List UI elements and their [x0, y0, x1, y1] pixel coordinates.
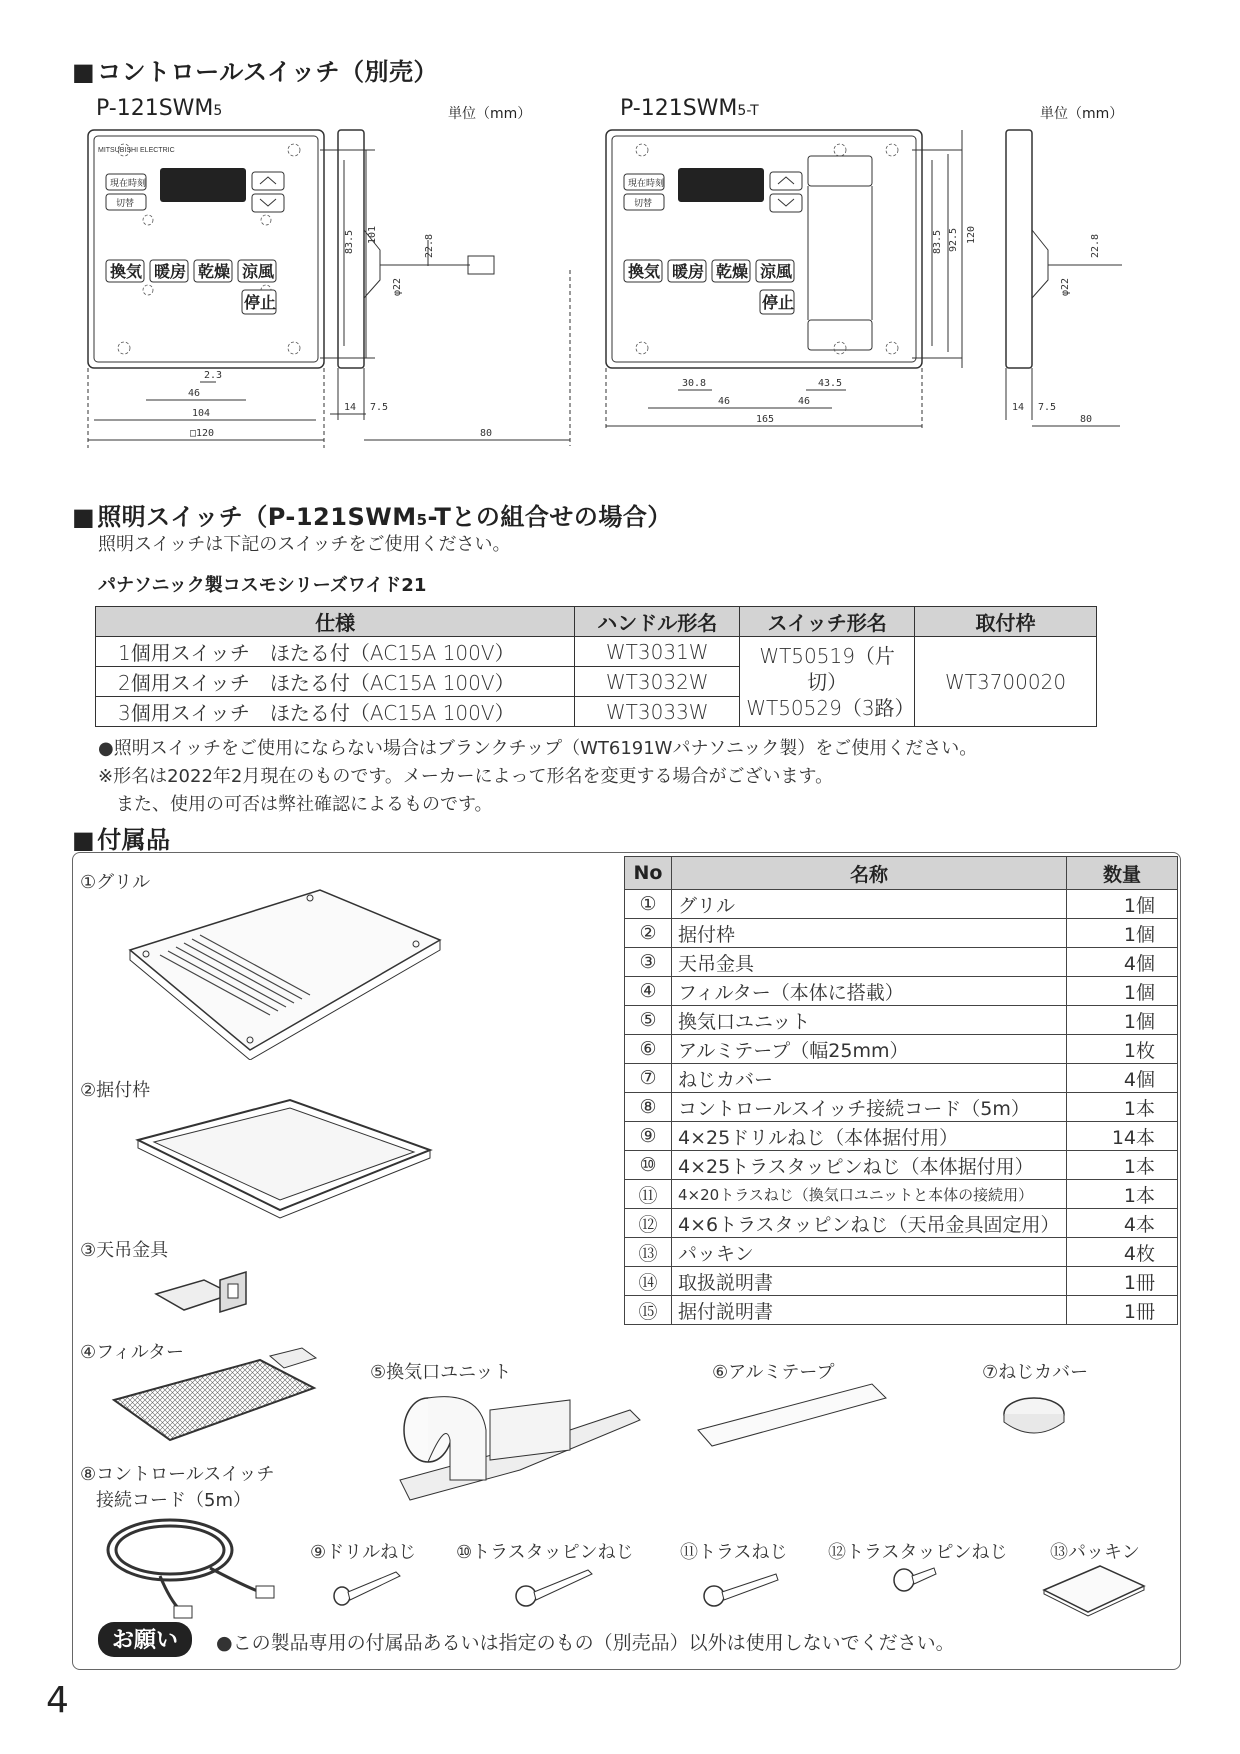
- label-cord-2: 接続コード（5m）: [96, 1490, 251, 1511]
- series-title: パナソニック製コスモシリーズワイド21: [98, 575, 427, 596]
- svg-text:46: 46: [188, 388, 201, 399]
- label-packing: ⑬パッキン: [1050, 1542, 1140, 1563]
- section-heading-control: ■ コントロールスイッチ（別売）: [72, 52, 438, 87]
- lighting-spec-table: [95, 606, 1097, 727]
- btn-switch-b: 切替: [634, 198, 653, 208]
- note-model-date: ※形名は2022年2月現在のものです。メーカーによって形名を変更する場合がございます。: [98, 766, 834, 787]
- btn-now-time-b: 現在時刻: [628, 178, 665, 188]
- brand-text: MITSUBISHI ELECTRIC: [98, 147, 175, 154]
- packing-illustration: [1040, 1560, 1150, 1620]
- request-badge: お願い: [98, 1622, 192, 1657]
- table-row: 1個用スイッチ ほたる付（AC15A 100V） WT3031W WT50519（片切） WT50529（3路） WT3700020: [96, 637, 1097, 667]
- table-row: ⑨ 4×25ドリルねじ（本体据付用） 14本: [625, 1122, 1178, 1151]
- table-row: ③ 天吊金具 4個: [625, 948, 1178, 977]
- note-blank-chip: ●照明スイッチをご使用にならない場合はブランクチップ（WT6191Wパナソニック製）をご使用ください。: [98, 738, 978, 759]
- label-grille: ①グリル: [80, 872, 151, 893]
- bracket-illustration: [150, 1260, 260, 1330]
- svg-text:80: 80: [480, 428, 493, 439]
- label-vent-unit: ⑤換気口ユニット: [370, 1362, 512, 1383]
- page-number: 4: [46, 1680, 69, 1721]
- svg-text:22.8: 22.8: [424, 233, 435, 258]
- btn-stop: 停止: [244, 295, 277, 312]
- control-switch-drawing-b: [602, 120, 1122, 430]
- btn-switch: 切替: [116, 198, 135, 208]
- label-screw-cover: ⑦ねじカバー: [982, 1362, 1089, 1383]
- lighting-intro: 照明スイッチは下記のスイッチをご使用ください。: [98, 534, 511, 555]
- svg-text:46: 46: [718, 396, 731, 407]
- table-row: ⑭ 取扱説明書 1冊: [625, 1267, 1178, 1296]
- frame-model: WT3700020: [915, 637, 1097, 727]
- svg-text:83.5: 83.5: [344, 229, 355, 254]
- svg-text:80: 80: [1080, 414, 1093, 425]
- svg-text:101: 101: [367, 225, 378, 244]
- table-row: ④ フィルター（本体に搭載） 1個: [625, 977, 1178, 1006]
- label-filter: ④フィルター: [80, 1342, 184, 1363]
- svg-text:92.5: 92.5: [948, 227, 959, 252]
- vent-unit-illustration: [390, 1380, 650, 1510]
- control-switch-drawing-a: [70, 120, 590, 450]
- table-row: ⑩ 4×25トラスタッピンねじ（本体据付用） 1本: [625, 1151, 1178, 1180]
- svg-text:2.3: 2.3: [204, 370, 223, 381]
- col-spec: 仕様: [96, 607, 575, 637]
- svg-text:□120: □120: [190, 428, 215, 439]
- col-switch-model: スイッチ形名: [740, 607, 915, 637]
- svg-text:7.5: 7.5: [1038, 402, 1057, 413]
- model-label-b: P-121SWM5-T: [620, 96, 759, 121]
- btn-stop-b: 停止: [762, 295, 795, 312]
- btn-ryofu-b: 涼風: [760, 264, 793, 281]
- svg-text:φ22: φ22: [392, 277, 403, 296]
- table-row: ⑥ アルミテープ（幅25mm） 1枚: [625, 1035, 1178, 1064]
- label-alu-tape: ⑥アルミテープ: [712, 1362, 835, 1383]
- svg-text:120: 120: [966, 225, 977, 244]
- table-row: ⑮ 据付説明書 1冊: [625, 1296, 1178, 1325]
- label-bracket: ③天吊金具: [80, 1240, 169, 1261]
- switch-model-1: WT50519（片切）: [759, 643, 895, 694]
- label-frame: ②据付枠: [80, 1080, 151, 1101]
- filter-illustration: [110, 1340, 330, 1450]
- truss-tapping-screw-illustration: [512, 1560, 602, 1610]
- btn-danbo-b: 暖房: [672, 264, 705, 281]
- unit-label-b: 単位（mm）: [1040, 106, 1124, 122]
- svg-text:46: 46: [798, 396, 811, 407]
- label-cord-1: ⑧コントロールスイッチ: [80, 1464, 275, 1485]
- btn-danbo: 暖房: [154, 264, 187, 281]
- svg-text:43.5: 43.5: [818, 378, 843, 389]
- table-row: ⑫ 4×6トラスタッピンねじ（天吊金具固定用） 4本: [625, 1209, 1178, 1238]
- label-drill-screw: ⑨ドリルねじ: [310, 1542, 417, 1563]
- btn-kanki-b: 換気: [628, 264, 661, 281]
- truss-screw-illustration: [700, 1560, 790, 1610]
- label-truss-screw: ⑪トラスねじ: [680, 1542, 788, 1563]
- table-row: 2個用スイッチ ほたる付（AC15A 100V） WT3032W: [96, 667, 1097, 697]
- btn-kanki: 換気: [110, 264, 143, 281]
- alu-tape-illustration: [696, 1380, 896, 1450]
- table-row: ⑬ パッキン 4枚: [625, 1238, 1178, 1267]
- btn-kanso: 乾燥: [198, 264, 231, 281]
- request-text: ●この製品専用の付属品あるいは指定のもの（別売品）以外は使用しないでください。: [216, 1632, 955, 1654]
- svg-text:30.8: 30.8: [682, 378, 707, 389]
- switch-model-2: WT50529（3路）: [746, 695, 915, 720]
- truss-tapping-screw-small-illustration: [890, 1556, 950, 1596]
- btn-kanso-b: 乾燥: [716, 264, 749, 281]
- note-compat: また、使用の可否は弊社確認によるものです。: [98, 794, 493, 815]
- grille-illustration: [120, 880, 460, 1060]
- cord-illustration: [100, 1510, 290, 1620]
- btn-now-time: 現在時刻: [110, 178, 147, 188]
- frame-illustration: [130, 1090, 450, 1230]
- section-heading-accessories: ■ 付属品: [72, 820, 171, 855]
- svg-text:7.5: 7.5: [370, 402, 389, 413]
- label-truss-tapping-screw-2: ⑫トラスタッピンねじ: [828, 1542, 1008, 1563]
- svg-text:14: 14: [1012, 402, 1025, 413]
- col-frame: 取付枠: [915, 607, 1097, 637]
- table-row: ⑤ 換気口ユニット 1個: [625, 1006, 1178, 1035]
- screw-cover-illustration: [996, 1392, 1076, 1448]
- svg-text:104: 104: [192, 408, 211, 419]
- table-row: ⑦ ねじカバー 4個: [625, 1064, 1178, 1093]
- svg-text:φ22: φ22: [1060, 277, 1071, 296]
- table-row: 3個用スイッチ ほたる付（AC15A 100V） WT3033W: [96, 697, 1097, 727]
- table-row: ⑧ コントロールスイッチ接続コード（5m） 1本: [625, 1093, 1178, 1122]
- svg-text:14: 14: [344, 402, 357, 413]
- svg-text:83.5: 83.5: [932, 229, 943, 254]
- section-heading-lighting: ■ 照明スイッチ（P-121SWM5-Tとの組合せの場合）: [72, 497, 672, 532]
- drill-screw-illustration: [330, 1560, 410, 1610]
- label-truss-tapping-screw: ⑩トラスタッピンねじ: [456, 1542, 634, 1563]
- table-row: ① グリル 1個: [625, 890, 1178, 919]
- accessories-table: No 名称 数量 ① グリル 1個 ② 据付枠 1個 ③ 天吊金具 4個 ④ フィルター（本体に搭載） 1個 ⑤ 換気口ユニット 1個 ⑥ アルミテープ（幅25mm） 1枚 ⑦ ねじカバー 4個 ⑧ コントロールスイッチ接続コード（5m） 1本 ⑨ 4×25ドリルねじ（本体据付用） 14本 ⑩ 4×25トラスタッピンねじ（本体据付用） 1本 ⑪ 4×20トラスねじ（換気口ユニットと本体の接続用） 1本 ⑫ 4×6トラスタッピンねじ（天吊金具固定用） 4本 ⑬ パッキン 4枚 ⑭ 取扱説明書 1冊 ⑮ 据付説明書 1冊: [624, 856, 1178, 1325]
- table-row: ⑪ 4×20トラスねじ（換気口ユニットと本体の接続用） 1本: [625, 1180, 1178, 1209]
- btn-ryofu: 涼風: [242, 264, 275, 281]
- col-handle: ハンドル形名: [575, 607, 740, 637]
- svg-text:165: 165: [756, 414, 775, 425]
- model-label-a: P-121SWM5: [96, 96, 223, 121]
- unit-label-a: 単位（mm）: [448, 106, 532, 122]
- table-row: ② 据付枠 1個: [625, 919, 1178, 948]
- svg-text:22.8: 22.8: [1090, 233, 1101, 258]
